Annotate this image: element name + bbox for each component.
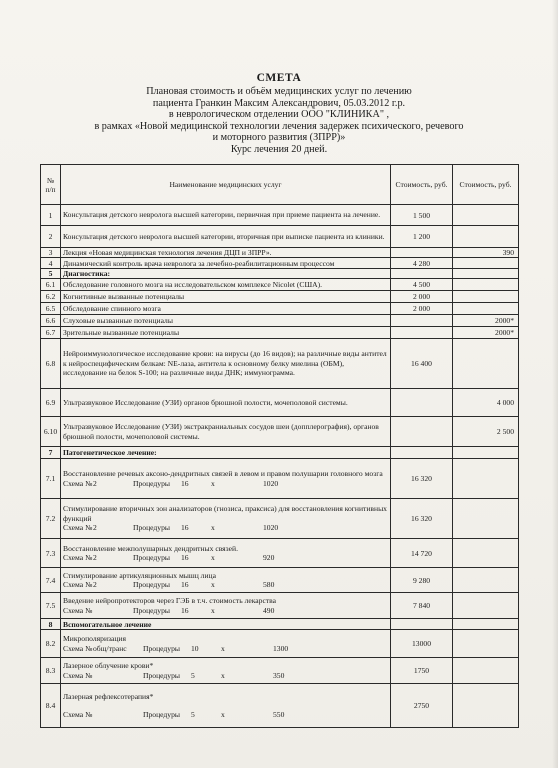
- scheme-line: [63, 606, 388, 616]
- scheme-number: [93, 710, 143, 720]
- spacer: [63, 702, 388, 710]
- header-line: пациента Гранкин Максим Александрович, 05.03.2012 г.р.: [152, 97, 406, 109]
- procedures-count: 16: [181, 605, 189, 615]
- row-cost2: [453, 459, 519, 499]
- procedures-count: 5: [191, 670, 195, 680]
- times-sign: х: [211, 523, 215, 533]
- scheme-label: Схема №: [63, 523, 93, 533]
- row-name: Консультация детского невролога высшей категории, вторичная при выписке пациента из клиники.: [61, 226, 391, 248]
- times-sign: х: [211, 478, 215, 488]
- row-num: 4: [41, 258, 61, 269]
- row-cost2: 2 500: [453, 417, 519, 447]
- section-row: [41, 447, 519, 459]
- row-cost1: [391, 417, 453, 447]
- row-num: 7.3: [41, 539, 61, 568]
- table-row: [41, 327, 519, 339]
- scheme-line: [63, 710, 388, 720]
- scheme-label: Схема №: [63, 709, 93, 719]
- header-cost2: Стоимость, руб.: [453, 165, 519, 205]
- aux-cell: [61, 658, 391, 684]
- row-name: Лазерная рефлексотерапия*: [63, 692, 154, 701]
- row-name: Введение нейропротекторов через ГЭБ в т.ч. стоимость лекарства: [63, 596, 277, 605]
- services-table: [40, 164, 519, 728]
- row-cost1: 2 000: [391, 291, 453, 303]
- row-num: 6.2: [41, 291, 61, 303]
- table-row: [41, 205, 519, 226]
- row-cost2: [453, 226, 519, 248]
- row-cost2: 390: [453, 248, 519, 258]
- procedures-label: Процедуры: [143, 643, 180, 653]
- scheme-number: 2: [93, 523, 97, 533]
- procedures-label: Процедуры: [133, 523, 170, 533]
- scheme-label: Схема №: [63, 605, 93, 615]
- row-name: Вспомогательное лечение: [61, 619, 391, 630]
- header-line: в неврологическом отделении ООО "КЛИНИКА" ,: [168, 109, 390, 121]
- row-cost2: [453, 593, 519, 619]
- procedures-label: Процедуры: [143, 709, 180, 719]
- row-name: Обследование головного мозга на исследовательском комплексе Nicolet (США).: [61, 279, 391, 291]
- scheme-line: [63, 644, 388, 654]
- row-cost1: 16 400: [391, 339, 453, 389]
- scheme-number: 2: [93, 553, 97, 562]
- row-name: Восстановление речевых аксоно-дендритных связей в левом и правом полушарии головного мозга: [63, 469, 383, 478]
- row-num: 8.3: [41, 658, 61, 684]
- row-num: 3: [41, 248, 61, 258]
- row-num: 8.4: [41, 684, 61, 728]
- document-header: [0, 72, 558, 156]
- header-line: Плановая стоимость и объём медицинских услуг по лечению: [146, 86, 412, 97]
- header-cost1: Стоимость, руб.: [391, 165, 453, 205]
- section-row: [41, 619, 519, 630]
- aux-row: [41, 658, 519, 684]
- row-cost1: 1750: [391, 658, 453, 684]
- row-cost2: 2000*: [453, 315, 519, 327]
- row-num: 7.2: [41, 499, 61, 539]
- row-num: 5: [41, 269, 61, 279]
- table-row: [41, 303, 519, 315]
- row-cost1: [391, 248, 453, 258]
- unit-price: 550: [273, 709, 285, 719]
- row-cost2: [453, 447, 519, 459]
- row-cost1: [391, 447, 453, 459]
- row-cost2: [453, 258, 519, 269]
- scan-shadow: [552, 0, 558, 768]
- procedures-count: 5: [191, 709, 195, 719]
- row-name: Когнитивные вызванные потенциалы: [61, 291, 391, 303]
- row-cost2: [453, 499, 519, 539]
- procedures-count: 16: [181, 553, 189, 562]
- row-name: Диагностика:: [61, 269, 391, 279]
- scheme-label: Схема №: [63, 580, 93, 589]
- unit-price: 350: [273, 670, 285, 680]
- row-name: Лазерное облучение крови*: [63, 661, 154, 670]
- unit-price: 580: [263, 580, 275, 589]
- procedures-label: Процедуры: [133, 580, 170, 589]
- aux-row: [41, 630, 519, 658]
- scheme-line: [63, 523, 388, 533]
- scheme-label: Схема №: [63, 553, 93, 562]
- table-header-row: [41, 165, 519, 205]
- table-row: [41, 248, 519, 258]
- procedures-label: Процедуры: [133, 478, 170, 488]
- scheme-number: общ/транс: [93, 643, 127, 653]
- treatment-cell: [61, 499, 391, 539]
- row-num: 8.2: [41, 630, 61, 658]
- row-cost1: 2750: [391, 684, 453, 728]
- row-cost1: [391, 315, 453, 327]
- row-cost2: 2000*: [453, 327, 519, 339]
- row-cost2: [453, 339, 519, 389]
- row-cost2: [453, 205, 519, 226]
- row-num: 8: [41, 619, 61, 630]
- table-row: [41, 279, 519, 291]
- row-cost1: 16 320: [391, 459, 453, 499]
- row-num: 6.10: [41, 417, 61, 447]
- row-cost1: 1 500: [391, 205, 453, 226]
- table-row: [41, 339, 519, 389]
- row-cost2: [453, 539, 519, 568]
- table-row: [41, 291, 519, 303]
- document-title: СМЕТА: [256, 72, 302, 84]
- aux-cell: [61, 630, 391, 658]
- row-cost1: 14 720: [391, 539, 453, 568]
- row-name: Восстановление межполушарных дендритных связей.: [63, 543, 239, 553]
- row-num: 1: [41, 205, 61, 226]
- scheme-number: [93, 606, 133, 616]
- procedures-count: 10: [191, 643, 199, 653]
- scheme-line: [63, 479, 388, 489]
- row-cost2: [453, 303, 519, 315]
- row-cost2: [453, 630, 519, 658]
- treatment-row: [41, 568, 519, 593]
- row-cost2: [453, 619, 519, 630]
- treatment-cell: [61, 568, 391, 593]
- row-cost2: [453, 568, 519, 593]
- procedures-label: Процедуры: [133, 605, 170, 615]
- times-sign: х: [221, 709, 225, 719]
- row-num: 6.6: [41, 315, 61, 327]
- scheme-line: [63, 671, 388, 681]
- treatment-row: [41, 499, 519, 539]
- row-cost1: [391, 389, 453, 417]
- unit-price: 1300: [273, 643, 289, 653]
- row-cost1: 1 200: [391, 226, 453, 248]
- row-name: Ультразвуковое Исследование (УЗИ) органов брюшной полости, мочеполовой системы.: [61, 389, 391, 417]
- row-num: 7.4: [41, 568, 61, 593]
- unit-price: 1020: [263, 478, 279, 488]
- row-cost1: 16 320: [391, 499, 453, 539]
- procedures-count: 16: [181, 478, 189, 488]
- row-name: Динамический контроль врача невролога за лечебно-реабилитационным процессом: [61, 258, 391, 269]
- row-name: Обследование спинного мозга: [61, 303, 391, 315]
- table-row: [41, 315, 519, 327]
- header-line: Курс лечения 20 дней.: [230, 143, 328, 155]
- table-row: [41, 226, 519, 248]
- row-name: Стимулирование артикуляционных мышц лица: [63, 570, 216, 580]
- row-name: Микрополяризация: [63, 634, 126, 643]
- procedures-label: Процедуры: [143, 670, 180, 680]
- treatment-cell: [61, 459, 391, 499]
- unit-price: 490: [263, 605, 275, 615]
- scheme-line: [63, 553, 388, 563]
- row-num: 6.9: [41, 389, 61, 417]
- row-name: Патогенетическое лечение:: [61, 447, 391, 459]
- table-row: [41, 258, 519, 269]
- procedures-label: Процедуры: [133, 553, 170, 562]
- times-sign: х: [211, 605, 215, 615]
- row-cost1: 4 500: [391, 279, 453, 291]
- header-line: и моторного развития (ЗПРР)»: [212, 132, 346, 144]
- row-name: Слуховые вызванные потенциалы: [61, 315, 391, 327]
- row-cost2: [453, 684, 519, 728]
- times-sign: х: [211, 580, 215, 589]
- row-name: Зрительные вызванные потенциалы: [61, 327, 391, 339]
- treatment-cell: [61, 593, 391, 619]
- header-line: в рамках «Новой медицинской технологии лечения задержек психического, речевого: [94, 120, 464, 132]
- unit-price: 1020: [263, 523, 279, 533]
- treatment-row: [41, 459, 519, 499]
- aux-row: [41, 684, 519, 728]
- row-cost2: 4 000: [453, 389, 519, 417]
- row-cost2: [453, 279, 519, 291]
- row-num: 2: [41, 226, 61, 248]
- procedures-count: 16: [181, 523, 189, 533]
- unit-price: 920: [263, 553, 275, 562]
- row-num: 7: [41, 447, 61, 459]
- row-num: 6.8: [41, 339, 61, 389]
- times-sign: х: [221, 670, 225, 680]
- row-cost1: 2 000: [391, 303, 453, 315]
- scheme-number: 2: [93, 580, 97, 589]
- table-row: [41, 389, 519, 417]
- row-name: Ультразвуковое Исследование (УЗИ) экстракраниальных сосудов шеи (допплерография), органов брюшной полости, мочеполовой системы.: [61, 417, 391, 447]
- aux-cell: [61, 684, 391, 728]
- row-cost1: 9 280: [391, 568, 453, 593]
- row-cost2: [453, 269, 519, 279]
- scheme-label: Схема №: [63, 478, 93, 488]
- row-name: Нейроиммунологическое исследование крови: на вирусы (до 16 видов); на различные виды антител к нейроспецифическим белкам: NE-лаза, антитела к основному белку миелина (ОБМ), исследование на белок S-100; на различные виды ДНК; иммунограмма.: [61, 339, 391, 389]
- header-num: № п/п: [41, 165, 61, 205]
- table-row: [41, 417, 519, 447]
- row-name: Стимулирование вторичных зон анализаторов (гнозиса, праксиса) для восстановления когнитивных функций: [63, 504, 387, 523]
- times-sign: х: [211, 553, 215, 562]
- row-name: Лекция «Новая медицинская технология лечения ДЦП и ЗПРР».: [61, 248, 391, 258]
- row-cost2: [453, 291, 519, 303]
- treatment-row: [41, 593, 519, 619]
- treatment-row: [41, 539, 519, 568]
- row-cost2: [453, 658, 519, 684]
- row-name: Консультация детского невролога высшей категории, первичная при приеме пациента на лечение.: [61, 205, 391, 226]
- row-cost1: [391, 327, 453, 339]
- row-cost1: 4 280: [391, 258, 453, 269]
- scheme-number: [93, 671, 143, 681]
- row-num: 7.1: [41, 459, 61, 499]
- scheme-label: Схема №: [63, 670, 93, 680]
- row-cost1: 7 840: [391, 593, 453, 619]
- row-num: 6.7: [41, 327, 61, 339]
- row-cost1: [391, 269, 453, 279]
- row-num: 6.5: [41, 303, 61, 315]
- row-cost1: [391, 619, 453, 630]
- treatment-cell: [61, 539, 391, 568]
- section-row: [41, 269, 519, 279]
- times-sign: х: [221, 643, 225, 653]
- procedures-count: 16: [181, 580, 189, 589]
- header-name: Наименование медицинских услуг: [61, 165, 391, 205]
- scheme-number: 2: [93, 478, 97, 488]
- scheme-line: [63, 580, 388, 590]
- scheme-label: Схема №: [63, 643, 93, 653]
- row-cost1: 13000: [391, 630, 453, 658]
- row-num: 7.5: [41, 593, 61, 619]
- row-num: 6.1: [41, 279, 61, 291]
